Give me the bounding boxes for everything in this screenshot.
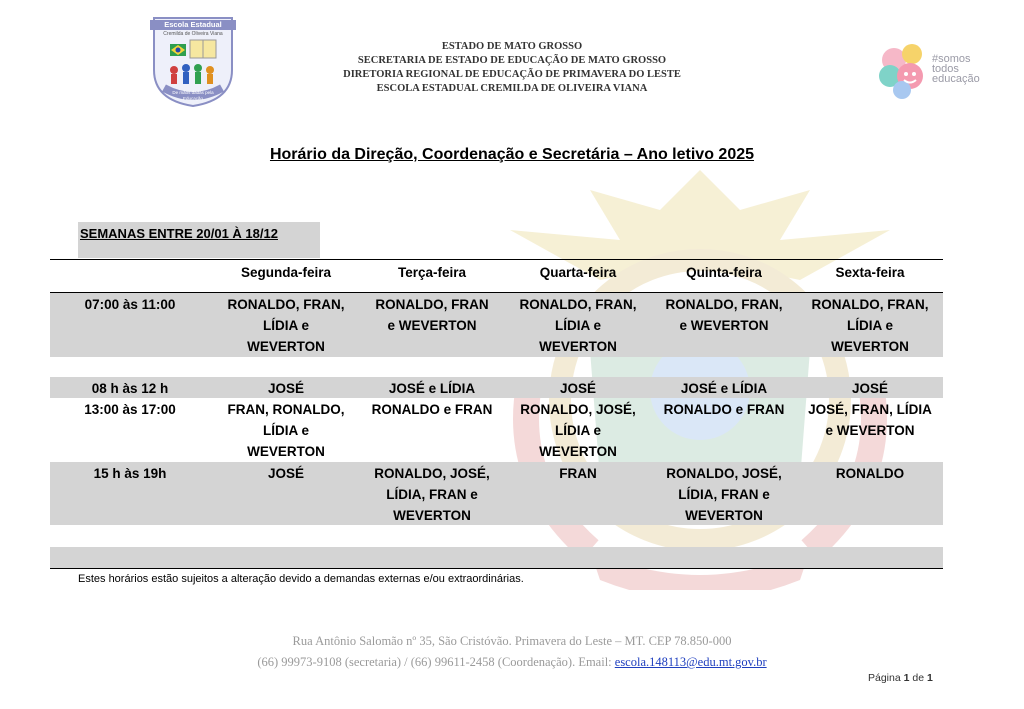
schedule-note: Estes horários estão sujeitos a alteração devido a demandas externas e/ou extraordinárias. bbox=[78, 573, 524, 585]
logo-line-todos: todos bbox=[932, 63, 959, 75]
footer-contacts bbox=[150, 655, 874, 670]
colorful-face-logo-icon bbox=[876, 40, 936, 106]
schedule-cell: RONALDO bbox=[835, 466, 905, 481]
schedule-cell: JOSÉ e LÍDIA bbox=[680, 381, 768, 396]
time-slot-row2: 08 h às 12 h bbox=[91, 381, 169, 396]
day-header-wednesday: Quarta-feira bbox=[539, 265, 617, 280]
time-slot-row1: 07:00 às 11:00 bbox=[84, 297, 176, 312]
logo-line-somos: #somos bbox=[932, 53, 971, 65]
header-line-state: ESTADO DE MATO GROSSO bbox=[441, 41, 583, 52]
document-header bbox=[300, 40, 724, 96]
page-number bbox=[868, 672, 933, 684]
schedule-cell: RONALDO, FRAN e WEVERTON bbox=[375, 297, 489, 333]
schedule-cell: JOSÉ bbox=[559, 381, 597, 396]
page-current: 1 bbox=[903, 672, 910, 684]
school-logo bbox=[150, 14, 236, 108]
school-logo-motto: De mãos dadas pela Educação bbox=[172, 90, 214, 101]
table-bottom-rule bbox=[50, 568, 943, 569]
day-header-thursday: Quinta-feira bbox=[686, 265, 762, 280]
school-logo-line1: Escola Estadual bbox=[150, 20, 236, 30]
day-header-tuesday: Terça-feira bbox=[397, 265, 467, 280]
header-line-directorate: DIRETORIA REGIONAL DE EDUCAÇÃO DE PRIMAVERA DO LESTE bbox=[343, 69, 681, 80]
footer-address: Rua Antônio Salomão nº 35, São Cristóvão. Primavera do Leste – MT. CEP 78.850-000 bbox=[292, 634, 732, 648]
schedule-cell: RONALDO e FRAN bbox=[663, 402, 785, 417]
footer-email-link[interactable]: escola.148113@edu.mt.gov.br bbox=[614, 655, 767, 669]
schedule-cell: JOSÉ bbox=[851, 381, 889, 396]
time-slot-row4: 15 h às 19h bbox=[93, 466, 167, 481]
schedule-cell: RONALDO, FRAN, LÍDIA e WEVERTON bbox=[519, 297, 637, 354]
page-total: 1 bbox=[927, 672, 933, 684]
day-header-monday: Segunda-feira bbox=[240, 265, 332, 280]
schedule-cell: RONALDO, JOSÉ, LÍDIA, FRAN e WEVERTON bbox=[374, 466, 490, 523]
logo-line-educacao: educação bbox=[932, 73, 980, 85]
weeks-label-box bbox=[78, 222, 320, 258]
page-of: de bbox=[912, 672, 925, 684]
school-logo-line2: Cremilda de Oliveira Viana bbox=[163, 31, 223, 37]
schedule-cell: RONALDO, FRAN, e WEVERTON bbox=[665, 297, 783, 333]
row-band-empty bbox=[50, 547, 943, 568]
schedule-cell: RONALDO e FRAN bbox=[371, 402, 493, 417]
schedule-cell: JOSÉ e LÍDIA bbox=[388, 381, 476, 396]
header-line-school: ESCOLA ESTADUAL CREMILDA DE OLIVEIRA VIANA bbox=[376, 83, 648, 94]
time-slot-row3: 13:00 às 17:00 bbox=[84, 402, 176, 417]
schedule-cell: JOSÉ bbox=[267, 466, 305, 481]
schedule-cell: RONALDO, FRAN, LÍDIA e WEVERTON bbox=[811, 297, 929, 354]
schedule-cell: RONALDO, JOSÉ, LÍDIA e WEVERTON bbox=[520, 402, 636, 459]
schedule-cell: RONALDO, JOSÉ, LÍDIA, FRAN e WEVERTON bbox=[666, 466, 782, 523]
schedule-cell: FRAN bbox=[559, 466, 597, 481]
weeks-label: SEMANAS ENTRE 20/01 À 18/12 bbox=[80, 226, 278, 241]
schedule-cell: JOSÉ, FRAN, LÍDIA e WEVERTON bbox=[808, 402, 932, 438]
footer-phones: (66) 99973-9108 (secretaria) / (66) 99611-2458 (Coordenação). Email: bbox=[257, 655, 615, 669]
schedule-cell: JOSÉ bbox=[267, 381, 305, 396]
page-label: Página bbox=[868, 672, 901, 684]
schedule-cell: FRAN, RONALDO, LÍDIA e WEVERTON bbox=[227, 402, 345, 459]
page-title: Horário da Direção, Coordenação e Secretária – Ano letivo 2025 bbox=[269, 146, 755, 163]
header-line-secretariat: SECRETARIA DE ESTADO DE EDUCAÇÃO DE MATO GROSSO bbox=[357, 55, 667, 66]
table-top-rule bbox=[50, 259, 943, 260]
schedule-cell: RONALDO, FRAN, LÍDIA e WEVERTON bbox=[227, 297, 345, 354]
day-header-friday: Sexta-feira bbox=[835, 265, 905, 280]
somos-todos-educacao-logo bbox=[876, 40, 996, 106]
